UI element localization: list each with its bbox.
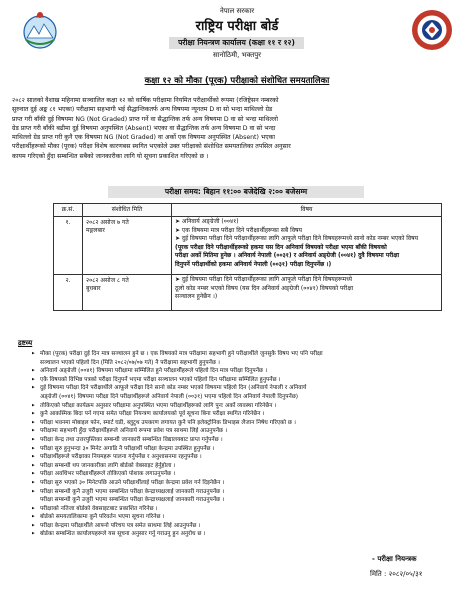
note-item: ➤ परीक्षा केन्द्र तथा उत्तरपुस्तिका सम्बन्धी जानकारी सम्बन्धित विद्यालयबाट प्राप्त गर्नुपर्नेछ । — [32, 436, 452, 445]
subject-line: ➤ दुई विषयमा परीक्षा दिने परीक्षार्थीहरूका लागि आफूले परीक्षा दिने विषयहरूमध्ये सानो कोड नम्बर भएको विषय — [175, 235, 419, 242]
government-label: नेपाल सरकार — [219, 7, 255, 15]
note-item: ➤ परीक्षा अवधिभर परीक्षार्थीहरूले तोकिएको पोशाक लगाउनुपर्नेछ । — [32, 470, 452, 479]
table-row — [54, 217, 442, 275]
intro-line: प्राप्त गरी बाँकी दुई विषयमा NG (Not Graded) प्राप्त गर्ने वा सैद्धान्तिक तर्फ अन्य विषयमा D वा सो भन्दा माथिल्लो — [12, 115, 278, 123]
exam-time: परीक्षा समय: बिहान ११:०० बजेदेखि २:०० बजेसम्म — [108, 186, 364, 198]
subject-line: दिनुपर्ने परीक्षार्थीको हकमा अनिवार्य नेपाली (००३१) परीक्षा दिनुपर्नेछ ।) — [175, 260, 332, 268]
subject-line: सञ्चालन हुनेछैन ।) — [175, 293, 218, 300]
row-subjects — [172, 217, 442, 275]
note-item: ➤ परीक्षा सुरु भएको ३० मिनेटपछि आउने परीक्षार्थीलाई परीक्षा केन्द्रमा प्रवेश गर्न दिइनेछैन । — [32, 479, 452, 488]
row-subjects — [172, 275, 442, 311]
intro-paragraph — [12, 96, 464, 161]
note-item: अङ्ग्रेजी (००४१) विषयमा परीक्षा दिने परीक्षार्थीहरूले अनिवार्य नेपाली (००३१) भएमा पहिलो दिन अनिवार्य नेपाली दिनुपर्नेछ) — [40, 393, 299, 400]
note-item: ➤ बोर्डका सम्बन्धित कार्यालयहरूले यस सूचना अनुसार गर्नु गराउनु हुन अनुरोध छ । — [32, 530, 452, 539]
note-item: ➤ बोर्डको समयतालिकामा कुनै परिवर्तन भएमा सूचना गरिनेछ । — [32, 513, 452, 522]
row-sn: २. — [54, 275, 83, 311]
subject-line: ठूलो कोड नम्बर भएको विषय (यस दिन अनिवार्य अङ्ग्रेजी (००४१) विषयको परीक्षा — [175, 284, 354, 292]
intro-line: परीक्षार्थीहरूको मौका (पूरक) परीक्षा विशेष कारणबस स्थगित भएकोले उक्त परीक्षाको संशोधित समयतालिका तपसिल अनुसार — [12, 143, 291, 151]
note-item: ➤ परीक्षा सम्बन्धी कुनै उजुरी भएमा सम्बन्धित परीक्षा केन्द्राध्यक्षलाई जानकारी गराउनुपर्नेछ । — [32, 488, 452, 497]
intro-line: माथिल्लो ग्रेड प्राप्त गरी कुनै एक विषयमा NG (Not Graded) वा अर्को एक विषयमा अनुपस्थित (Absent) भएका — [12, 134, 275, 142]
table-row — [54, 275, 442, 311]
row-day: बुधबार — [86, 285, 101, 292]
row-date-cell — [83, 217, 172, 275]
subject-line: ➤ अनिवार्य अङ्ग्रेजी (००४१) — [175, 218, 239, 225]
subject-line: ➤ एक विषयमा मात्र परीक्षा दिने परीक्षार्थीहरूका सबै विषय — [175, 226, 302, 234]
note-item: ➤ परीक्षा भवनमा मोबाइल फोन, स्मार्ट घडी, ब्लुटुथ उपकरण लगायत कुनै पनि इलेक्ट्रोनिक डिभाइस लैजान निषेध गरिएको छ । — [32, 419, 452, 428]
notes-heading: द्रष्टव्य — [18, 339, 33, 347]
row-date: २०८२ असोज ७ गते — [86, 219, 129, 226]
note-item: ➤ कुनै आकस्मिक बिदा पर्न गएमा समेत परीक्षा नियन्त्रण कार्यालयको पूर्व सूचना बिना परीक्षा स्थगित गरिनेछैन । — [32, 410, 452, 419]
intro-line: २०८२ सालको वैशाख महिनामा सञ्चालित कक्षा १२ को वार्षिक परीक्षामा नियमित परीक्षार्थीको रूपमा (रजिष्ट्रेसन नम्बरको — [12, 97, 279, 104]
note-item: ➤ परीक्षार्थीहरूले परीक्षाका नियमहरू पालना गर्नुपर्नेछ र अनुशासनमा रहनुपर्नेछ । — [32, 453, 452, 462]
signature-title: - परीक्षा नियन्त्रक — [372, 555, 417, 563]
note-item: ➤ अनिवार्य अङ्ग्रेजी (००४१) विषयमा परीक्षामा सम्मिलित हुने परीक्षार्थीहरूले पहिलो दिन मात्र परीक्षा दिनुपर्नेछ । — [32, 367, 452, 376]
intro-line: कायम गरिएको हुँदा सम्बन्धित सबैको जानकारीका लागि यो सूचना प्रकाशित गरिएको छ । — [12, 152, 209, 160]
col-header-sn: क्र.सं. — [54, 204, 83, 217]
row-day: मङ्गलबार — [86, 227, 105, 234]
note-item: सञ्चालन भएको पहिलो दिन (मिति २०८२/०७/०७ गते) नै परीक्षामा सहभागी हुनुपर्नेछ । — [40, 359, 220, 366]
col-header-subject: विषय — [172, 204, 442, 217]
subject-line: (पूरक परीक्षा दिने परीक्षार्थीहरूको हकमा यस दिन अनिवार्य विषयको परीक्षा भएमा बाँकी विषयको — [175, 243, 387, 251]
row-date: २०८२ असोज ८ गते — [86, 277, 129, 284]
row-date-cell — [83, 275, 172, 311]
notice-title: कक्षा १२ को मौका (पूरक) परीक्षाको संशोधित समयतालिका — [144, 76, 330, 86]
note-item: ➤ दुई विषयमा परीक्षा दिने परीक्षार्थीले आफूले परीक्षा दिने सानो कोड नम्बर भएको विषयमा पहिलो दिन (अनिवार्य नेपाली र अनिवार्य — [32, 384, 452, 393]
note-item: ➤ परीक्षाको नतिजा बोर्डको वेबसाइटबाट प्रकाशित गरिनेछ । — [32, 505, 452, 514]
col-header-date: संशोधित मिति — [83, 204, 172, 217]
table-header-row — [54, 204, 442, 217]
board-name: राष्ट्रिय परीक्षा बोर्ड — [195, 19, 279, 34]
intro-line: ग्रेड प्राप्त गरी बाँकी बढीमा दुई विषयमा अनुपस्थित (Absent) भएका वा सैद्धान्तिक तर्फ अन्य विषयमा D वा सो भन्दा — [12, 124, 276, 132]
office-name: परीक्षा नियन्त्रण कार्यालय (कक्षा ११ र १२) — [169, 37, 304, 49]
schedule-table — [53, 203, 442, 311]
subject-line: ➤ दुई विषयमा परीक्षा दिने परीक्षार्थीहरूका लागि आफूले परीक्षा दिने विषयहरूमध्ये — [175, 276, 352, 283]
note-item: ➤ तोकिएको परीक्षा कार्यक्रम अनुसार परीक्षामा अनुपस्थित भएमा परीक्षार्थीहरूको लागि पुनः अर्को व्यवस्था गरिनेछैन । — [32, 402, 452, 411]
note-item: परीक्षा सम्बन्धी कुनै उजुरी भएमा सम्बन्धित परीक्षा केन्द्राध्यक्षलाई जानकारी गराउनुपर्नेछ । — [40, 497, 225, 504]
note-item: ➤ परीक्षा सुरु हुनुभन्दा ३० मिनेट अगाडि नै परीक्षार्थी परीक्षा केन्द्रमा उपस्थित हुनुपर्नेछ । — [32, 445, 452, 454]
subject-line: परीक्षा अर्को मितिमा हुनेछ । अनिवार्य नेपाली (००३१) र अनिवार्य अङ्ग्रेजी (००४१) दुवै विषयमा परीक्षा — [175, 252, 400, 259]
note-item: ➤ परीक्षा केन्द्रमा परीक्षार्थीले आफ्नो परिचय पत्र समेत साथमा लिई आउनुपर्नेछ । — [32, 522, 452, 531]
row-sn: १. — [54, 217, 83, 275]
signature-date: मिति : २०८२/०५/३१ — [370, 570, 423, 578]
intro-line: सुरुवात दुई अङ्क ८१ भएका) परीक्षामा सहभागी भई सैद्धान्तिकतर्फ अन्य विषयमा न्यूनतम D वा सो भन्दा माथिल्लो ग्रेड — [12, 106, 273, 114]
notes-list — [32, 350, 452, 539]
note-item: ➤ परीक्षा सम्बन्धी थप जानकारीका लागि बोर्डको वेबसाइट हेर्नुहोला । — [32, 462, 452, 471]
office-address: सानोठिमी, भक्तपुर — [212, 51, 262, 59]
note-item: ➤ एकै विषयको विभिन्न पत्रको परीक्षा दिनुपर्ने भएमा परीक्षा सञ्चालन भएको पहिलो दिन परीक्षामा सम्मिलित हुनुपर्नेछ । — [32, 376, 452, 385]
note-item: ➤ परीक्षामा सहभागी हुँदा परीक्षार्थीहरूले अनिवार्य रूपमा प्रवेश पत्र साथमा लिई आउनुपर्नेछ । — [32, 427, 452, 436]
note-item: ➤ मौका (पूरक) परीक्षा दुई दिन मात्र सञ्चालन हुने छ । एक विषयको मात्र परीक्षामा सहभागी हुने परीक्षार्थीले जुनसुकै विषय भए पनि परीक्षा — [32, 350, 452, 359]
